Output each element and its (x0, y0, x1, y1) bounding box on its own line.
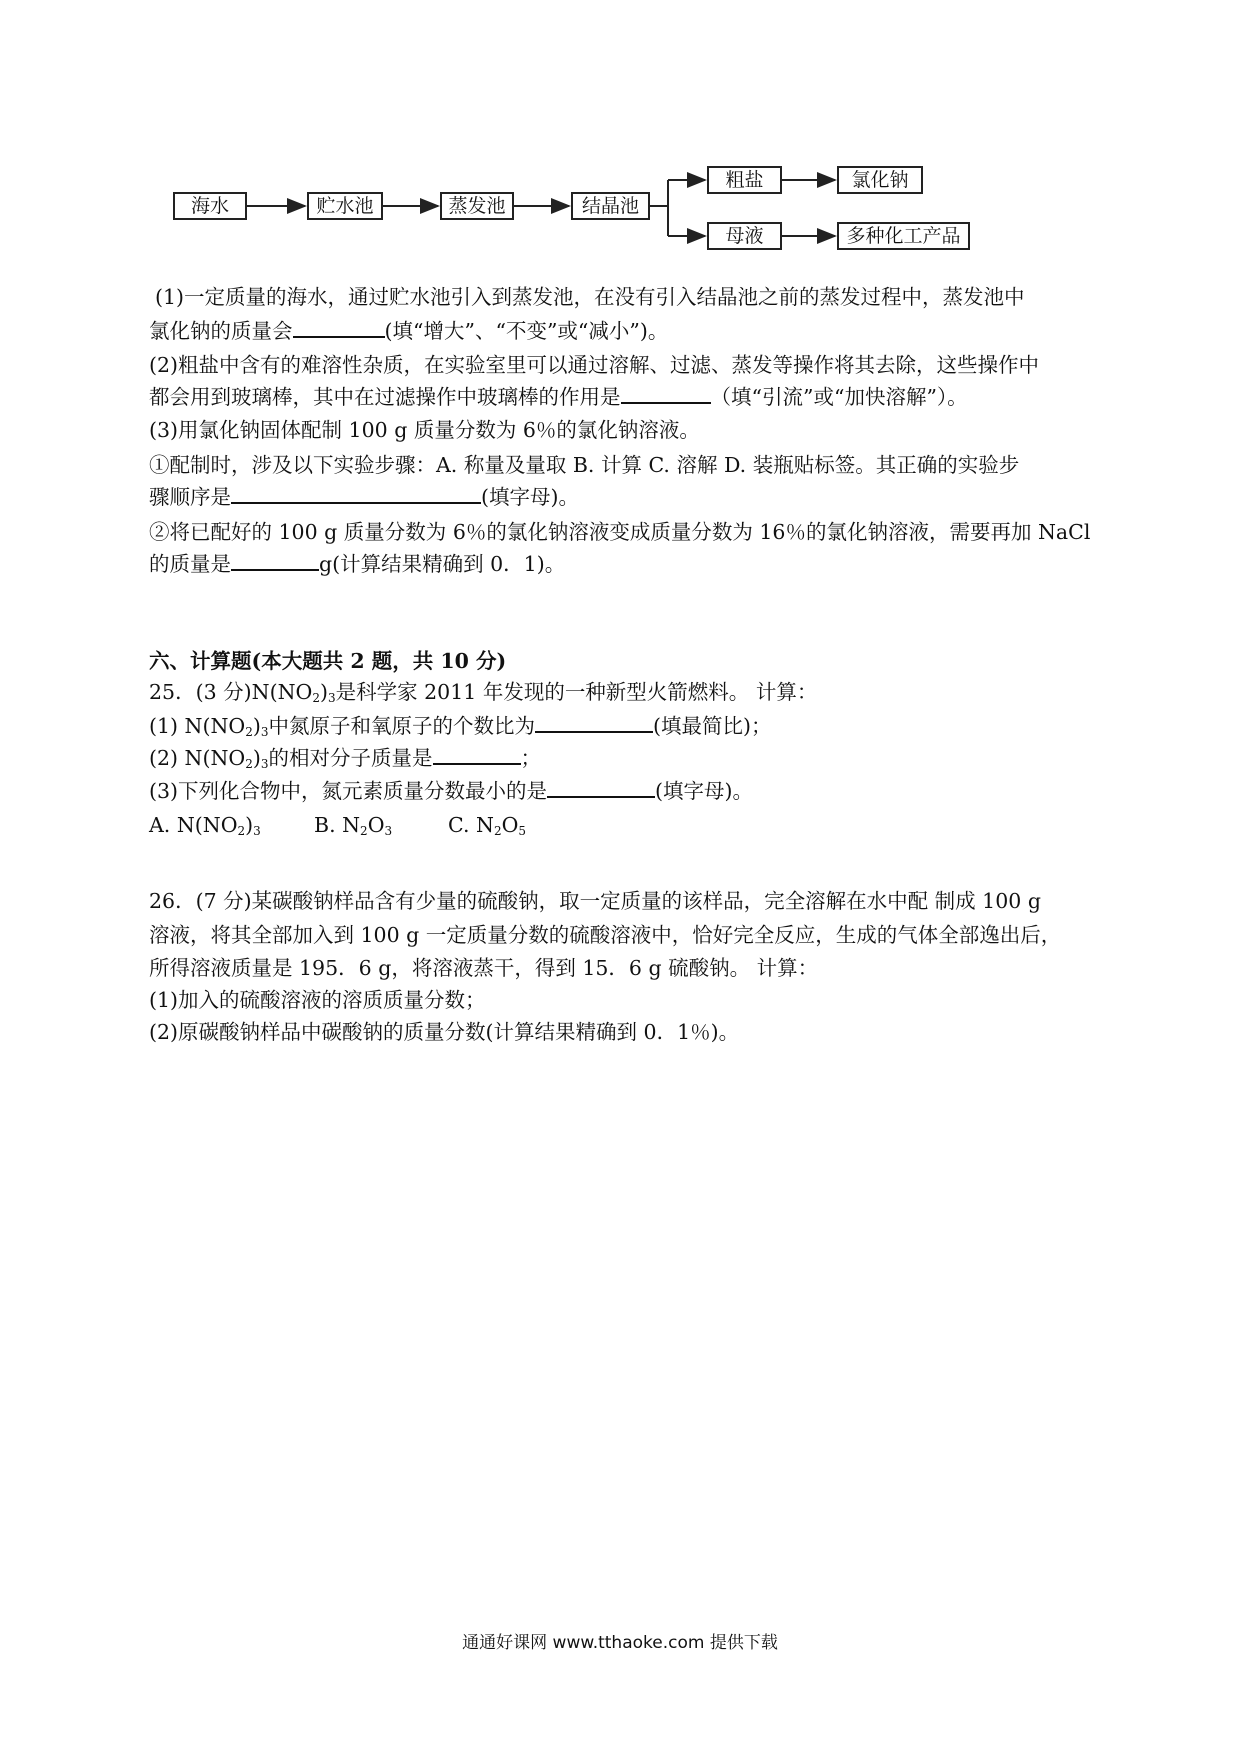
q26-line2: 溶液，将其全部加入到 100 g 一定质量分数的硫酸溶液中，恰好完全反应，生成的气体全部逸出后， (149, 923, 1062, 947)
flow-box-seawater: 海水 (173, 192, 247, 220)
q24-p3a-text-a: 骤顺序是 (149, 485, 231, 509)
section-heading: 六、计算题(本大题共 2 题，共 10 分) (149, 649, 507, 673)
subscript: 2 (312, 691, 320, 705)
q25-intro (149, 677, 1104, 713)
option-a (149, 810, 314, 846)
q25-p2-c: 的相对分子质量是 (268, 746, 433, 770)
q24-p2-line2 (149, 382, 1104, 412)
q25-p2 (149, 743, 1104, 779)
subscript: 2 (237, 824, 246, 838)
subscript: 3 (384, 824, 393, 838)
q25-p1-b: ) (252, 714, 261, 738)
q24-p2-line1: (2)粗盐中含有的难溶性杂质，在实验室里可以通过溶解、过滤、蒸发等操作将其去除，这些操作中 (149, 353, 1040, 377)
q24-p1-text-b: (填“增大”、“不变”或“减小”)。 (384, 319, 669, 343)
option-a-text: A. N(NO (149, 813, 238, 837)
subscript: 2 (245, 725, 253, 739)
q26-line1: 26．(7 分)某碳酸钠样品含有少量的硫酸钠，取一定质量的该样品，完全溶解在水中配 制成 100 g (149, 889, 1041, 913)
q24-p3b-line2 (149, 549, 1104, 579)
answer-blank (293, 318, 385, 338)
q24-p3b-text-a: 的质量是 (149, 552, 231, 576)
q25-intro-c: 是科学家 2011 年发现的一种新型火箭燃料。 计算： (335, 680, 818, 704)
answer-blank (547, 778, 655, 798)
option-c-text: C. N (448, 813, 494, 837)
q24-p3b-text-b: g(计算结果精确到 0．1)。 (319, 552, 566, 576)
q25-p2-d: ； (520, 746, 542, 770)
flow-arrows (0, 0, 1240, 270)
q25-intro-a: 25．(3 分)N(NO (149, 680, 313, 704)
subscript: 3 (327, 691, 336, 705)
answer-blank (621, 384, 711, 404)
flow-box-crystallization-pond: 结晶池 (571, 192, 650, 220)
subscript: 2 (245, 757, 253, 771)
subscript: 2 (493, 824, 502, 838)
q26-line4: (1)加入的硫酸溶液的溶质质量分数； (149, 988, 486, 1012)
option-c (448, 813, 526, 837)
answer-blank (231, 551, 319, 571)
answer-blank (535, 713, 653, 733)
q25-p1-d: (填最简比)； (653, 714, 772, 738)
q24-p3a-line1: ①配制时，涉及以下实验步骤：A. 称量及量取 B. 计算 C. 溶解 D. 装瓶贴标签。其正确的实验步 (149, 453, 1020, 477)
option-b-text-b: O (367, 813, 385, 837)
q24-p1-text-a: 氯化钠的质量会 (149, 319, 293, 343)
flow-box-reservoir: 贮水池 (307, 192, 383, 220)
q24-p1-line1: (1)一定质量的海水，通过贮水池引入到蒸发池，在没有引入结晶池之前的蒸发过程中，蒸发池中 (155, 285, 1025, 309)
option-c-text-b: O (501, 813, 519, 837)
q25-p1 (149, 711, 1104, 747)
subscript: 3 (253, 824, 261, 838)
flow-box-evaporation-pond: 蒸发池 (440, 192, 514, 220)
option-a-text-b: ) (245, 813, 254, 837)
subscript: 3 (260, 725, 269, 739)
subscript: 2 (360, 824, 368, 838)
q24-p3b-line1: ②将已配好的 100 g 质量分数为 6％的氯化钠溶液变成质量分数为 16％的氯化钠溶液，需要再加 NaCl (149, 520, 1091, 544)
option-b-text: B. N (314, 813, 361, 837)
q25-intro-b: ) (319, 680, 328, 704)
q24-p3-line1: (3)用氯化钠固体配制 100 g 质量分数为 6％的氯化钠溶液。 (149, 418, 700, 442)
flow-box-sodium-chloride: 氯化钠 (837, 166, 923, 194)
q25-p3-a: (3)下列化合物中，氮元素质量分数最小的是 (149, 779, 548, 803)
q24-p2-text-a: 都会用到玻璃棒，其中在过滤操作中玻璃棒的作用是 (149, 385, 621, 409)
flow-box-mother-liquor: 母液 (707, 222, 782, 250)
q25-p1-a: (1) N(NO (149, 714, 246, 738)
q25-p3-b: (填字母)。 (655, 779, 754, 803)
q25-p2-b: ) (252, 746, 261, 770)
q25-options (149, 810, 1104, 846)
subscript: 5 (518, 824, 527, 838)
q24-p2-text-b: （填“引流”或“加快溶解”）。 (710, 385, 968, 409)
page-footer: 通通好课网 www.tthaoke.com 提供下载 (462, 1633, 778, 1653)
q25-p2-a: (2) N(NO (149, 746, 246, 770)
answer-blank (231, 484, 481, 504)
q24-p3a-line2 (149, 482, 1104, 512)
q26-line5: (2)原碳酸钠样品中碳酸钠的质量分数(计算结果精确到 0．1％)。 (149, 1020, 740, 1044)
option-b (314, 810, 448, 846)
q26-line3: 所得溶液质量是 195．6 g，将溶液蒸干，得到 15．6 g 硫酸钠。 计算： (149, 956, 819, 980)
q25-p1-c: 中氮原子和氧原子的个数比为 (268, 714, 536, 738)
flow-box-crude-salt: 粗盐 (707, 166, 782, 194)
q24-p3a-text-b: (填字母)。 (481, 485, 579, 509)
flow-diagram (0, 0, 1240, 270)
answer-blank (433, 745, 521, 765)
subscript: 3 (260, 757, 269, 771)
flow-box-chemical-products: 多种化工产品 (837, 222, 970, 250)
q25-p3 (149, 776, 1104, 806)
q24-p1-line2 (149, 316, 1104, 346)
